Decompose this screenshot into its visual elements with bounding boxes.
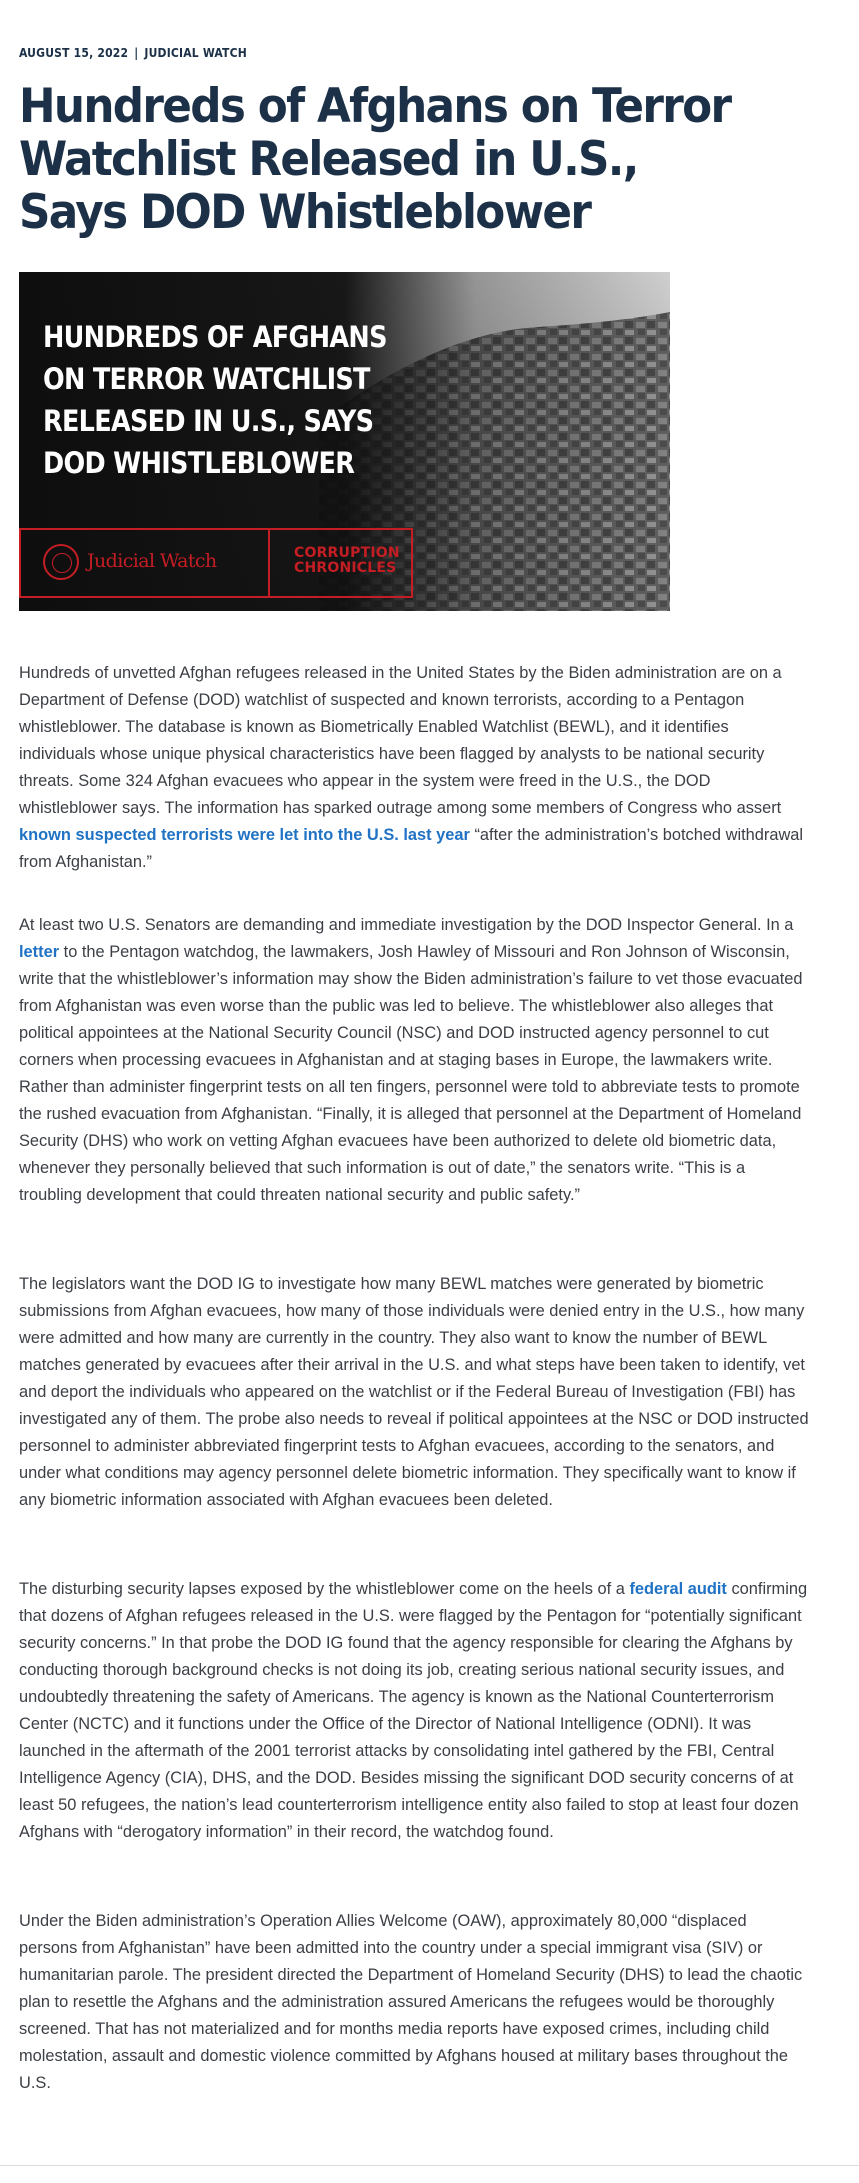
letter-link[interactable]: letter	[19, 943, 60, 961]
article-meta	[19, 46, 247, 60]
article-source-link[interactable]: JUDICIAL WATCH	[144, 46, 247, 60]
hero-image	[19, 272, 670, 611]
federal-audit-link[interactable]: federal audit	[629, 1580, 727, 1598]
hero-logo-divider	[268, 528, 270, 598]
meta-separator: |	[134, 46, 139, 60]
known-terrorists-link[interactable]: known suspected terrorists were let into the U.S. last year	[19, 826, 470, 844]
body-paragraph: Under the Biden administration’s Operation Allies Welcome (OAW), approximately 80,000 “displaced persons from Afghanistan” have been admitted into the country under a special immigrant visa (SIV) or humanitarian parole. The president directed the Department of Homeland Security (DHS) to lead the chaotic plan to resettle the Afghans and the administration assured Americans the refugees would be thoroughly screened. That has not materialized and for months media reports have exposed crimes, including child molestation, assault and domestic violence committed by Afghans housed at military bases throughout the U.S.	[19, 1912, 803, 2092]
body-paragraph: The disturbing security lapses exposed by the whistleblower come on the heels of a federal audit confirming that dozens of Afghan refugees released in the U.S. were flagged by the Pentagon for “potentially significant security concerns.” In that probe the DOD IG found that the agency responsible for clearing the Afghans by conducting thorough background checks is not doing its job, creating serious national security issues, and undoubtedly threatening the safety of Americans. The agency is known as the National Counterterrorism Center (NCTC) and it functions under the Office of the Director of National Intelligence (ODNI). It was launched in the aftermath of the 2001 terrorist attacks by consolidating intel gathered by the FBI, Central Intelligence Agency (CIA), DHS, and the DOD. Besides missing the significant DOD security concerns of at least 50 refugees, the nation’s lead counterterrorism intelligence entity also failed to stop at least four dozen Afghans with “derogatory information” in their record, the watchdog found.	[19, 1580, 808, 1841]
article-title: Hundreds of Afghans on Terror Watchlist Released in U.S., Says DOD Whistleblower	[19, 79, 731, 240]
hero-headline: HUNDREDS OF AFGHANS ON TERROR WATCHLIST RELEASED IN U.S., SAYS DOD WHISTLEBLOWER	[43, 320, 387, 480]
corruption-chronicles-label: CORRUPTION CHRONICLES	[294, 545, 400, 576]
body-paragraph: The legislators want the DOD IG to investigate how many BEWL matches were generated by biometric submissions from Afghan evacuees, how many of those individuals were denied entry in the U.S., how many were admitted and how many are currently in the country. They also want to know the number of BEWL matches generated by evacuees after their arrival in the U.S. and what steps have been taken to identify, vet and deport the individuals who appeared on the watchlist or if the Federal Bureau of Investigation (FBI) has investigated any of them. The probe also needs to reveal if political appointees at the NSC or DOD instructed personnel to administer abbreviated fingerprint tests to Afghan evacuees, according to the senators, and under what conditions may agency personnel delete biometric information. They specifically want to know if any biometric information associated with Afghan evacuees been deleted.	[19, 1275, 809, 1509]
judicial-watch-logo-text: Judicial Watch	[87, 550, 217, 572]
footer-divider	[0, 2165, 859, 2166]
judicial-watch-seal-icon	[43, 544, 79, 580]
article-date: AUGUST 15, 2022	[19, 46, 129, 60]
body-paragraph: Hundreds of unvetted Afghan refugees released in the United States by the Biden administration are on a Department of Defense (DOD) watchlist of suspected and known terrorists, according to a Pentagon whistleblower. The database is known as Biometrically Enabled Watchlist (BEWL), and it identifies individuals whose unique physical characteristics have been flagged by analysts to be national security threats. Some 324 Afghan evacuees who appear in the system were freed in the U.S., the DOD whistleblower says. The information has sparked outrage among some members of Congress who assert known suspected terrorists were let into the U.S. last year “after the administration’s botched withdrawal from Afghanistan.”	[19, 664, 804, 871]
body-paragraph: At least two U.S. Senators are demanding and immediate investigation by the DOD Inspector General. In a letter to the Pentagon watchdog, the lawmakers, Josh Hawley of Missouri and Ron Johnson of Wisconsin, write that the whistleblower’s information may show the Biden administration’s failure to vet those evacuated from Afghanistan was even worse than the public was led to believe. The whistleblower also alleges that political appointees at the National Security Council (NSC) and DOD instructed agency personnel to cut corners when processing evacuees in Afghanistan and at staging bases in Europe, the lawmakers write. Rather than administer fingerprint tests on all ten fingers, personnel were told to abbreviate tests to promote the rushed evacuation from Afghanistan. “Finally, it is alleged that personnel at the Department of Homeland Security (DHS) who work on vetting Afghan evacuees have been authorized to delete old biometric data, whenever they personally believed that such information is out of date,” the senators write. “This is a troubling development that could threaten national security and public safety.”	[19, 916, 803, 1204]
